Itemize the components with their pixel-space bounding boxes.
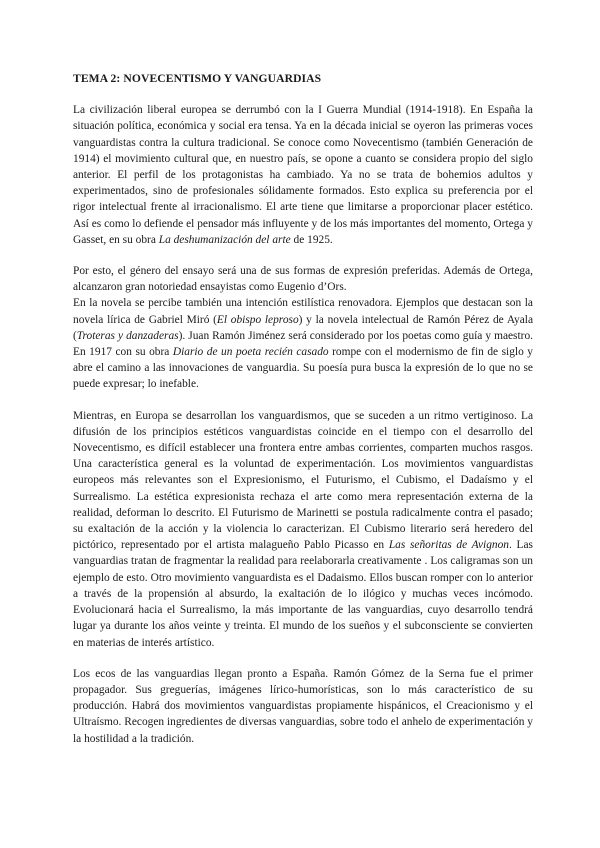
document-body [73,71,533,747]
paragraph-text: En la novela se percibe también una intención estilística renovadora. Ejemplos que destacan son la novela lírica de Gabriel Miró ( [73,297,533,326]
paragraph-spacer [73,651,533,666]
document-title: TEMA 2: NOVECENTISMO Y VANGUARDIAS [73,72,322,85]
paragraph-spacer [73,248,533,263]
work-title: Diario de un poeta recién casado [172,346,329,359]
paragraph-text: . Las vanguardias tratan de fragmentar la realidad para reelaborarla creativamente . Los caligramas son un ejemplo de esto. Otro movimiento vanguardista es el Dadaismo. Ellos buscan romper con lo anterior a través de la propensión al absurdo, la exaltación de lo ilógico y muchas veces incómodo. Evolucionará hacia el Surrealismo, la más importante de las vanguardias, cuyo desarrollo tendrá lugar ya durante los años veinte y treinta. El mundo de los sueños y el subconsciente se convierten en materias de interés artístico. [73,539,533,649]
work-title: El obispo leproso [216,313,299,326]
paragraph-text: ) y la novela intelectual de Ramón Pérez de Ayala ( [73,313,533,342]
paragraph-vanguardias-espana: Los ecos de las vanguardias llegan pronto a España. Ramón Gómez de la Serna fue el primer propagador. Sus greguerías, imágenes lírico-humorísticas, son lo más característico de su producción. Habrá dos movimientos vanguardistas propiamente hispánicos, el Creacionismo y el Ultraísmo. Recogen ingredientes de diversas vanguardias, sobre todo el anhelo de experimentación y la hostilidad a la tradición. [73,667,533,745]
paragraph-spacer [73,393,533,408]
paragraph-text: de 1925. [290,233,333,246]
paragraph-text: rompe con el modernismo de fin de siglo y abre el camino a las innovaciones de vanguardia. Su poesía pura busca la expresión de lo que no se puede expresar; lo inefable. [73,346,533,391]
work-title: Troteras y danzaderas [76,329,179,342]
paragraph-text: Mientras, en Europa se desarrollan los vanguardismos, que se suceden a un ritmo vertiginoso. La difusión de los principios estéticos vanguardistas coincide en el tiempo con el desarrollo del Novecentismo, es difícil establecer una frontera entre ambas corrientes, comparten muchos rasgos. Una característica general es la voluntad de experimentación. Los movimientos vanguardistas europeos más relevantes son el Expresionismo, el Futurismo, el Cubismo, el Dadaísmo y el Surrealismo. La estética expresionista rechaza el arte como mera representación externa de la realidad, deforman lo descrito. El Futurismo de Marinetti se postula radicalmente contra el pasado; su exaltación de la acción y la violencia lo caracterizan. El Cubismo literario será heredero del pictórico, representado por el artista malagueño Pablo Picasso en [73,409,533,552]
work-title: Las señoritas de Avignon [388,539,509,552]
paragraph-novecentismo-intro [73,102,533,248]
work-title: La deshumanización del arte [158,233,291,246]
paragraph-ensayo: Por esto, el género del ensayo será una de sus formas de expresión preferidas. Además de Ortega, alcanzaron gran notoriedad ensayistas como Eugenio d’Ors. [73,265,533,294]
paragraph-vanguardias-europa [73,408,533,651]
paragraph-text: ). Juan Ramón Jiménez será considerado por los poetas como guía y maestro. En 1917 con su obra [73,329,533,359]
paragraph-text: La civilización liberal europea se derrumbó con la I Guerra Mundial (1914-1918). En España la situación política, económica y social era tensa. Ya en la década inicial se oyeron las primeras voces vanguardistas contra la cultura tradicional. Se conoce como Novecentismo (también Generación de 1914) el movimiento cultural que, en nuestro país, se opone a cuanto se considera propio del siglo anterior. El perfil de los protagonistas ha cambiado. Ya no se trata de bohemios adultos y experimentados, sino de profesionales sólidamente formados. Esto explica su preferencia por el rigor intelectual frente al irracionalismo. El arte tiene que limitarse a proporcionar placer estético. Así es como lo defiende el pensador más influyente y de los más importantes del momento, Ortega y Gasset, en su obra [73,104,533,246]
paragraph-novela-poesia [73,295,533,392]
